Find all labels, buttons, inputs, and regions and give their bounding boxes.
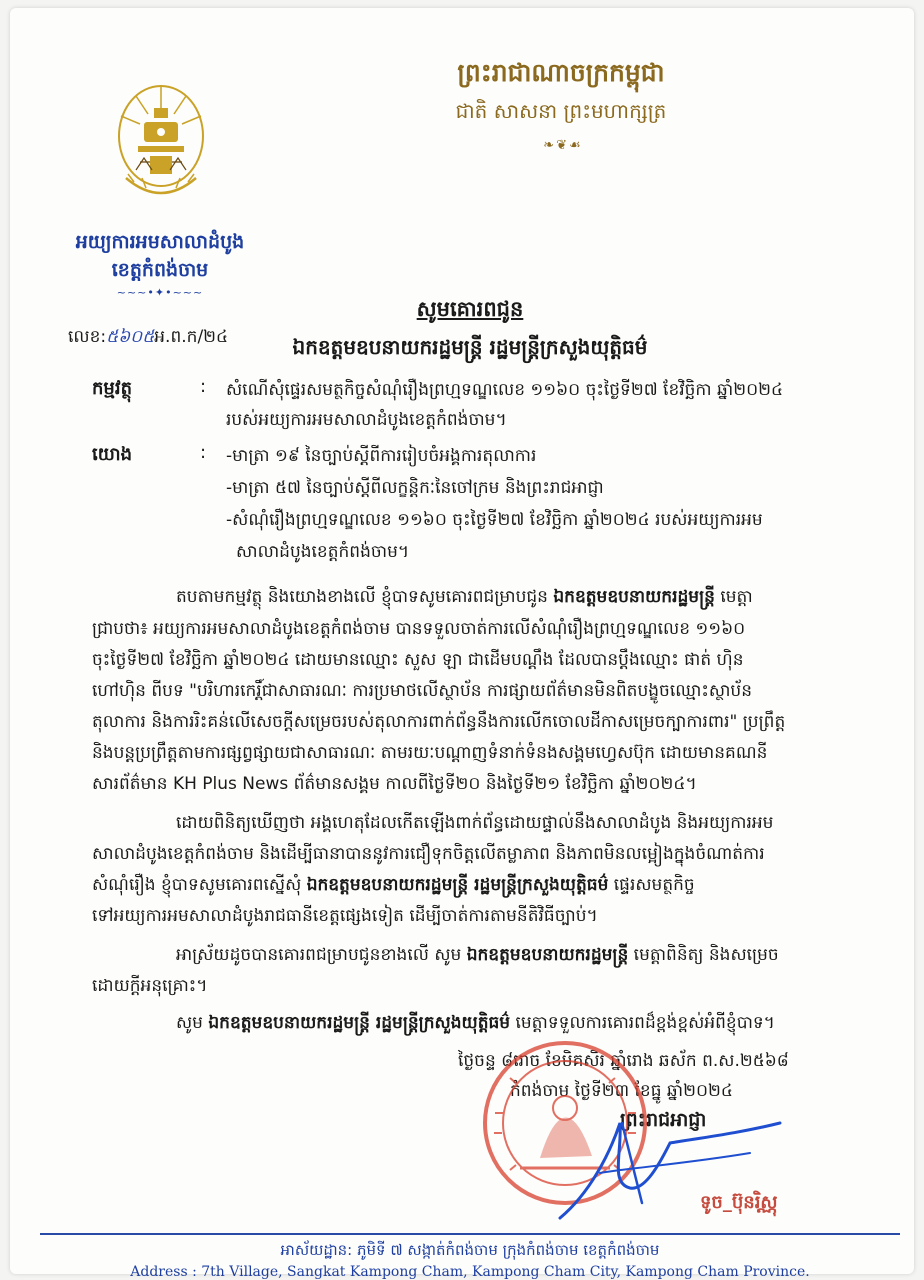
p2-end: ផ្ទេរសមត្ថកិច្ច (613, 875, 695, 895)
title-ornament: ❧❦☙ (543, 138, 583, 153)
p3-text: អាស្រ័យដូចបានគោរពជម្រាបជូនខាងលើ សូម (176, 945, 462, 965)
subject-line-1: សំណើសុំផ្ទេរសមត្ថកិច្ចសំណុំរឿងព្រហ្មទណ្ឌលេខ ១១៦០ ចុះថ្ងៃទី២៧ ខែវិច្ឆិកា ឆ្នាំ២០២៤ (226, 380, 784, 400)
nation-motto: ជាតិ សាសនា ព្រះមហាក្សត្រ (455, 99, 667, 123)
p3-recipient: ឯកឧត្តមឧបនាយករដ្ឋមន្រ្តី (466, 945, 629, 965)
paragraph-1-line-7: សារព័ត៌មាន KH Plus News ព័ត៌មានសង្គម កាលពីថ្ងៃទី២០ និងថ្ងៃទី២១ ខែវិច្ឆិកា ឆ្នាំ២០២៤។ (92, 774, 697, 794)
ministry-emblem-icon (106, 78, 216, 213)
subject-label: កម្មវត្ថុ (92, 378, 132, 399)
ref-suffix: អ.ព.ក/២៤ (154, 327, 229, 347)
paragraph-1-line-4: ហៅហ៊ិន ពីបទ "បរិហារកេរ្តិ៍ជាសាធារណៈ ការប្រមាថលើស្ថាប័ន ការផ្សាយព័ត៌មានមិនពិតបង្ខូចឈ្មោះស្ថាប័ន (92, 681, 753, 701)
closing-end: មេត្តាទទួលការគោរពដ៏ខ្ពង់ខ្ពស់អំពីខ្ញុំបាទ។ (515, 1013, 775, 1033)
salutation-heading: សូមគោរពជូន (416, 297, 524, 321)
footer-divider (40, 1233, 900, 1235)
footer-address-english: Address : 7th Village, Sangkat Kampong Cham, Kampong Cham City, Kampong Cham Province. (130, 1264, 810, 1280)
closing-line (176, 1008, 876, 1039)
p1-end: មេត្តា (720, 587, 753, 607)
solar-date: កំពង់ចាម ថ្ងៃទី២៣ ខែធ្នូ ឆ្នាំ២០២៤ (510, 1081, 733, 1101)
paragraph-1-line-1 (176, 582, 876, 613)
paragraph-1-line-2: ជ្រាបថា៖ អយ្យការអមសាលាដំបូងខេត្តកំពង់ចាម បានទទួលចាត់ការលើសំណុំរឿងព្រហ្មទណ្ឌលេខ ១១៦០ (92, 619, 746, 639)
paragraph-2-line-1: ដោយពិនិត្យឃើញថា អង្គហេតុដែលកើតឡើងពាក់ព័ន្ធដោយផ្ទាល់នឹងសាលាដំបូង និងអយ្យការអម (176, 813, 774, 833)
reference-item-2: -មាត្រា ៥៧ នៃច្បាប់ស្តីពីលក្ខន្តិកៈនៃចៅក្រម និងព្រះរាជអាជ្ញា (226, 478, 604, 498)
paragraph-2-line-3 (92, 870, 876, 901)
organization-name: អយ្យការអមសាលាដំបូង (75, 231, 245, 253)
closing-start: សូម (176, 1013, 203, 1033)
reference-label: យោង (92, 444, 132, 465)
reference-item-3-line-1: -សំណុំរឿងព្រហ្មទណ្ឌលេខ ១១៦០ ចុះថ្ងៃទី២៧ ខែវិច្ឆិកា ឆ្នាំ២០២៤ របស់អយ្យការអម (226, 510, 763, 530)
organization-ornament: ~~~•✦•~~~ (116, 286, 204, 299)
signatory-title: ព្រះរាជអាជ្ញា (620, 1109, 707, 1131)
organization-province: ខេត្តកំពង់ចាម (111, 259, 209, 281)
p2-recipient: ឯកឧត្តមឧបនាយករដ្ឋមន្រ្តី រដ្ឋមន្រ្តីក្រសួងយុត្តិធម៌ (306, 875, 609, 895)
signer-name: ទូច_ប៊ុនរិស្ណុ (700, 1192, 778, 1213)
p1-recipient: ឯកឧត្តមឧបនាយករដ្ឋមន្រ្តី (553, 587, 715, 607)
footer-address-khmer: អាស័យដ្ឋាន: ភូមិទី ៧ សង្កាត់កំពង់ចាម ក្រុងកំពង់ចាម ខេត្តកំពង់ចាម (280, 1241, 660, 1259)
p2-text: សំណុំរឿង ខ្ញុំបាទសូមគោរពស្នើសុំ (92, 875, 302, 895)
lunar-date: ថ្ងៃចន្ទ ៨រោច ខែមិគសិរ ឆ្នាំរោង ឆស័ក ព.ស.២៥៦៨ (458, 1051, 789, 1071)
paragraph-1-line-6: និងបន្តប្រព្រឹត្តតាមការផ្សព្វផ្សាយជាសាធារណៈ តាមរយៈបណ្តាញទំនាក់ទំនងសង្គមហ្វេសប៊ុក ដោយមានគណនី (92, 743, 768, 763)
paragraph-3-line-2: ដោយក្តីអនុគ្រោះ។ (92, 976, 208, 996)
p1-text: តបតាមកម្មវត្ថុ និងយោងខាងលើ ខ្ញុំបាទសូមគោរពជម្រាបជូន (176, 587, 548, 607)
letter-page (10, 8, 914, 1280)
recipient-title: ឯកឧត្តមឧបនាយករដ្ឋមន្រ្តី រដ្ឋមន្រ្តីក្រសួងយុត្តិធម៌ (292, 335, 648, 359)
kingdom-title: ព្រះរាជាណាចក្រកម្ពុជា (457, 58, 665, 87)
paragraph-1-line-5: តុលាការ និងការរិះគន់លើសេចក្តីសម្រេចរបស់តុលាការពាក់ព័ន្ធនឹងការលើកចោលដីកាសម្រេចក្បាការពារ" ប្រព្រឹត្ត (92, 712, 786, 732)
paragraph-1-line-3: ចុះថ្ងៃទី២៧ ខែវិច្ឆិកា ឆ្នាំ២០២៤ ដោយមានឈ្មោះ សួស ឡា ជាដើមបណ្តឹង ដែលបានប្តឹងឈ្មោះ ផាត់ ហ៊ិន (92, 650, 744, 670)
ref-number-handwritten: ៥៦០៥ (106, 327, 155, 347)
subject-line-2: របស់អយ្យការអមសាលាដំបូងខេត្តកំពង់ចាម។ (226, 410, 507, 430)
subject-colon: : (200, 376, 207, 397)
reference-item-1: -មាត្រា ១៩ នៃច្បាប់ស្តីពីការរៀបចំអង្គការតុលាការ (226, 446, 537, 466)
reference-item-3-line-2: សាលាដំបូងខេត្តកំពង់ចាម។ (236, 542, 410, 562)
paragraph-2-line-4: ទៅអយ្យការអមសាលាដំបូងរាជធានីខេត្តផ្សេងទៀត ដើម្បីចាត់ការតាមនីតិវិធីច្បាប់។ (92, 906, 598, 926)
reference-colon: : (200, 442, 207, 463)
paragraph-2-line-2: សាលាដំបូងខេត្តកំពង់ចាម និងដើម្បីធានាបាននូវការជឿទុកចិត្តលើតម្លាភាព និងភាពមិនលម្អៀងក្នុងចំណាត់ការ (92, 844, 765, 864)
p3-end: មេត្តាពិនិត្យ និងសម្រេច (633, 945, 779, 965)
paragraph-3-line-1 (176, 940, 876, 971)
closing-recipient: ឯកឧត្តមឧបនាយករដ្ឋមន្រ្តី រដ្ឋមន្រ្តីក្រសួងយុត្តិធម៌ (208, 1013, 511, 1033)
ref-prefix: លេខ: (68, 327, 107, 347)
